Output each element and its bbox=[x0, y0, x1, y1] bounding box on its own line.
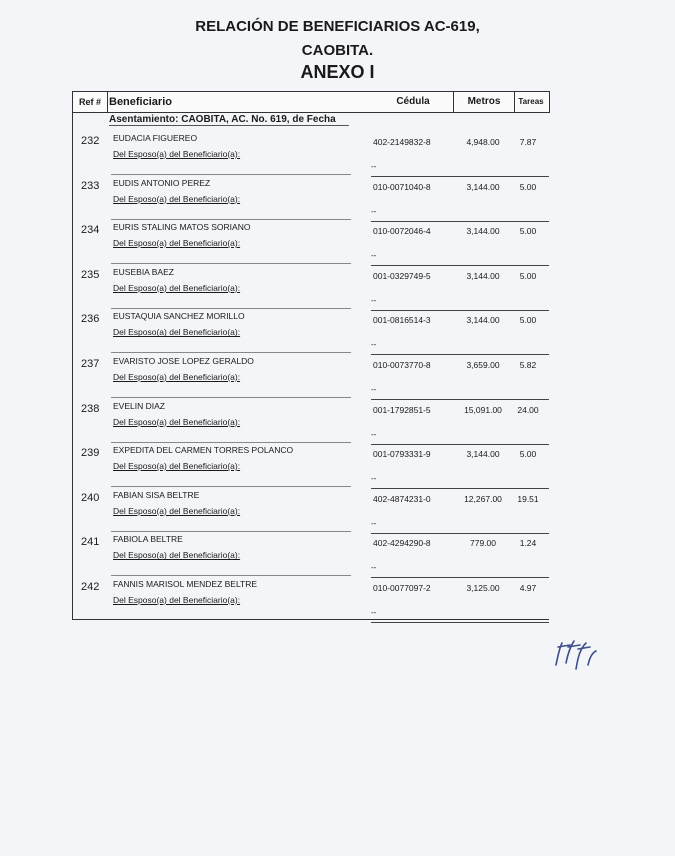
beneficiary-name: EXPEDITA DEL CARMEN TORRES POLANCO bbox=[113, 445, 294, 456]
table-row bbox=[73, 532, 549, 576]
column-header-cedula: Cédula bbox=[396, 96, 430, 107]
row-ref-number: 232 bbox=[81, 135, 100, 147]
column-header-beneficiario: Beneficiario bbox=[109, 96, 172, 108]
metros-value: 779.00 bbox=[470, 538, 496, 549]
beneficiary-name: EVELIN DIAZ bbox=[113, 400, 165, 411]
metros-value: 12,267.00 bbox=[464, 493, 502, 504]
row-ref-number: 236 bbox=[81, 313, 100, 326]
column-header-tareas: Tareas bbox=[518, 97, 544, 106]
cedula-value: 010-0072046-4 bbox=[373, 226, 431, 237]
metros-value: 3,144.00 bbox=[466, 226, 500, 237]
beneficiary-name: EVARISTO JOSE LOPEZ GERALDO bbox=[113, 356, 254, 366]
spouse-cedula-value: -- bbox=[371, 474, 377, 484]
spouse-cedula-value: -- bbox=[371, 385, 377, 394]
beneficiary-name: FABIAN SISA BELTRE bbox=[113, 489, 200, 500]
spouse-label: Del Esposo(a) del Beneficiario(a): bbox=[113, 505, 241, 516]
cedula-value: 010-0073770-8 bbox=[373, 360, 431, 370]
table-row bbox=[73, 399, 549, 443]
spouse-label: Del Esposo(a) del Beneficiario(a): bbox=[113, 461, 241, 472]
cedula-value: 001-0816514-3 bbox=[373, 315, 431, 326]
cedula-value: 001-0329749-5 bbox=[373, 270, 431, 281]
table-row bbox=[73, 577, 549, 621]
spouse-label: Del Esposo(a) del Beneficiario(a): bbox=[113, 372, 241, 382]
spouse-cedula-value: -- bbox=[371, 295, 377, 305]
metros-value: 3,144.00 bbox=[466, 449, 500, 460]
tareas-value: 5.00 bbox=[519, 270, 537, 281]
table-row bbox=[73, 443, 549, 487]
spouse-label: Del Esposo(a) del Beneficiario(a): bbox=[113, 416, 241, 427]
annex-title: ANEXO I bbox=[300, 62, 375, 82]
tareas-value: 1.24 bbox=[519, 538, 537, 549]
metros-value: 15,091.00 bbox=[464, 404, 502, 415]
spouse-label: Del Esposo(a) del Beneficiario(a): bbox=[113, 550, 241, 561]
asentamiento-label: Asentamiento: CAOBITA, AC. No. 619, de Fecha bbox=[109, 114, 336, 125]
tareas-value: 5.00 bbox=[519, 226, 537, 237]
metros-value: 3,144.00 bbox=[466, 181, 500, 192]
spouse-label: Del Esposo(a) del Beneficiario(a): bbox=[113, 595, 241, 605]
table-row bbox=[73, 265, 549, 309]
row-ref-number: 238 bbox=[81, 402, 100, 415]
spouse-cedula-value: -- bbox=[371, 206, 377, 216]
metros-value: 3,144.00 bbox=[466, 270, 500, 281]
beneficiaries-table bbox=[72, 91, 549, 620]
spouse-cedula-value: -- bbox=[371, 162, 377, 171]
spouse-label: Del Esposo(a) del Beneficiario(a): bbox=[113, 327, 241, 338]
table-row bbox=[73, 131, 549, 175]
spouse-cedula-value: -- bbox=[371, 563, 377, 573]
cedula-value: 402-4294290-8 bbox=[373, 538, 431, 549]
divider bbox=[109, 125, 349, 126]
table-row bbox=[73, 220, 549, 264]
column-header-metros: Metros bbox=[453, 92, 515, 112]
document-subtitle: CAOBITA. bbox=[301, 42, 374, 59]
beneficiary-name: EUDACIA FIGUEREO bbox=[113, 133, 198, 143]
row-ref-number: 239 bbox=[81, 447, 100, 460]
row-ref-number: 241 bbox=[81, 536, 100, 549]
column-header-ref: Ref # bbox=[73, 92, 108, 112]
row-divider bbox=[371, 622, 549, 623]
beneficiary-name: EUSTAQUIA SANCHEZ MORILLO bbox=[113, 311, 245, 322]
spouse-label: Del Esposo(a) del Beneficiario(a): bbox=[113, 238, 241, 249]
row-ref-number: 235 bbox=[81, 268, 100, 281]
spouse-label: Del Esposo(a) del Beneficiario(a): bbox=[113, 193, 241, 204]
beneficiary-name: EUSEBIA BAEZ bbox=[113, 266, 174, 277]
cedula-value: 010-0077097-2 bbox=[373, 583, 431, 593]
row-ref-number: 240 bbox=[81, 491, 100, 504]
tareas-value: 5.00 bbox=[519, 315, 537, 326]
cedula-value: 402-2149832-8 bbox=[373, 137, 431, 147]
tareas-value: 5.00 bbox=[519, 449, 537, 460]
table-row bbox=[73, 176, 549, 220]
tareas-value: 5.82 bbox=[519, 360, 537, 370]
spouse-cedula-value: -- bbox=[371, 608, 377, 617]
row-ref-number: 234 bbox=[81, 224, 100, 237]
metros-value: 3,125.00 bbox=[466, 583, 500, 593]
table-row bbox=[73, 488, 549, 532]
document-title: RELACIÓN DE BENEFICIARIOS AC-619, bbox=[195, 18, 480, 35]
handwritten-signature bbox=[548, 635, 608, 680]
table-header bbox=[73, 91, 550, 113]
beneficiary-name: FANNIS MARISOL MENDEZ BELTRE bbox=[113, 579, 258, 589]
tareas-value: 4.97 bbox=[519, 583, 537, 593]
cedula-value: 402-4874231-0 bbox=[373, 493, 431, 504]
table-row bbox=[73, 309, 549, 353]
metros-value: 3,659.00 bbox=[466, 360, 500, 370]
metros-value: 4,948.00 bbox=[466, 137, 500, 147]
spouse-cedula-value: -- bbox=[371, 429, 377, 439]
beneficiary-name: EURIS STALING MATOS SORIANO bbox=[113, 222, 251, 233]
cedula-value: 001-1792851-5 bbox=[373, 404, 431, 415]
tareas-value: 5.00 bbox=[519, 181, 537, 192]
spouse-cedula-value: -- bbox=[371, 251, 377, 261]
row-ref-number: 233 bbox=[81, 179, 100, 192]
beneficiary-name: FABIOLA BELTRE bbox=[113, 534, 183, 545]
beneficiary-name: EUDIS ANTONIO PEREZ bbox=[113, 177, 211, 188]
metros-value: 3,144.00 bbox=[466, 315, 500, 326]
table-row bbox=[73, 354, 549, 398]
cedula-value: 010-0071040-8 bbox=[373, 181, 431, 192]
spouse-cedula-value: -- bbox=[371, 518, 377, 528]
spouse-label: Del Esposo(a) del Beneficiario(a): bbox=[113, 149, 241, 159]
tareas-value: 7.87 bbox=[519, 137, 537, 147]
row-ref-number: 242 bbox=[81, 581, 100, 593]
spouse-cedula-value: -- bbox=[371, 340, 377, 350]
cedula-value: 001-0793331-9 bbox=[373, 449, 431, 460]
spouse-label: Del Esposo(a) del Beneficiario(a): bbox=[113, 282, 241, 293]
tareas-value: 19.51 bbox=[517, 493, 539, 504]
tareas-value: 24.00 bbox=[517, 404, 539, 415]
row-ref-number: 237 bbox=[81, 358, 100, 370]
